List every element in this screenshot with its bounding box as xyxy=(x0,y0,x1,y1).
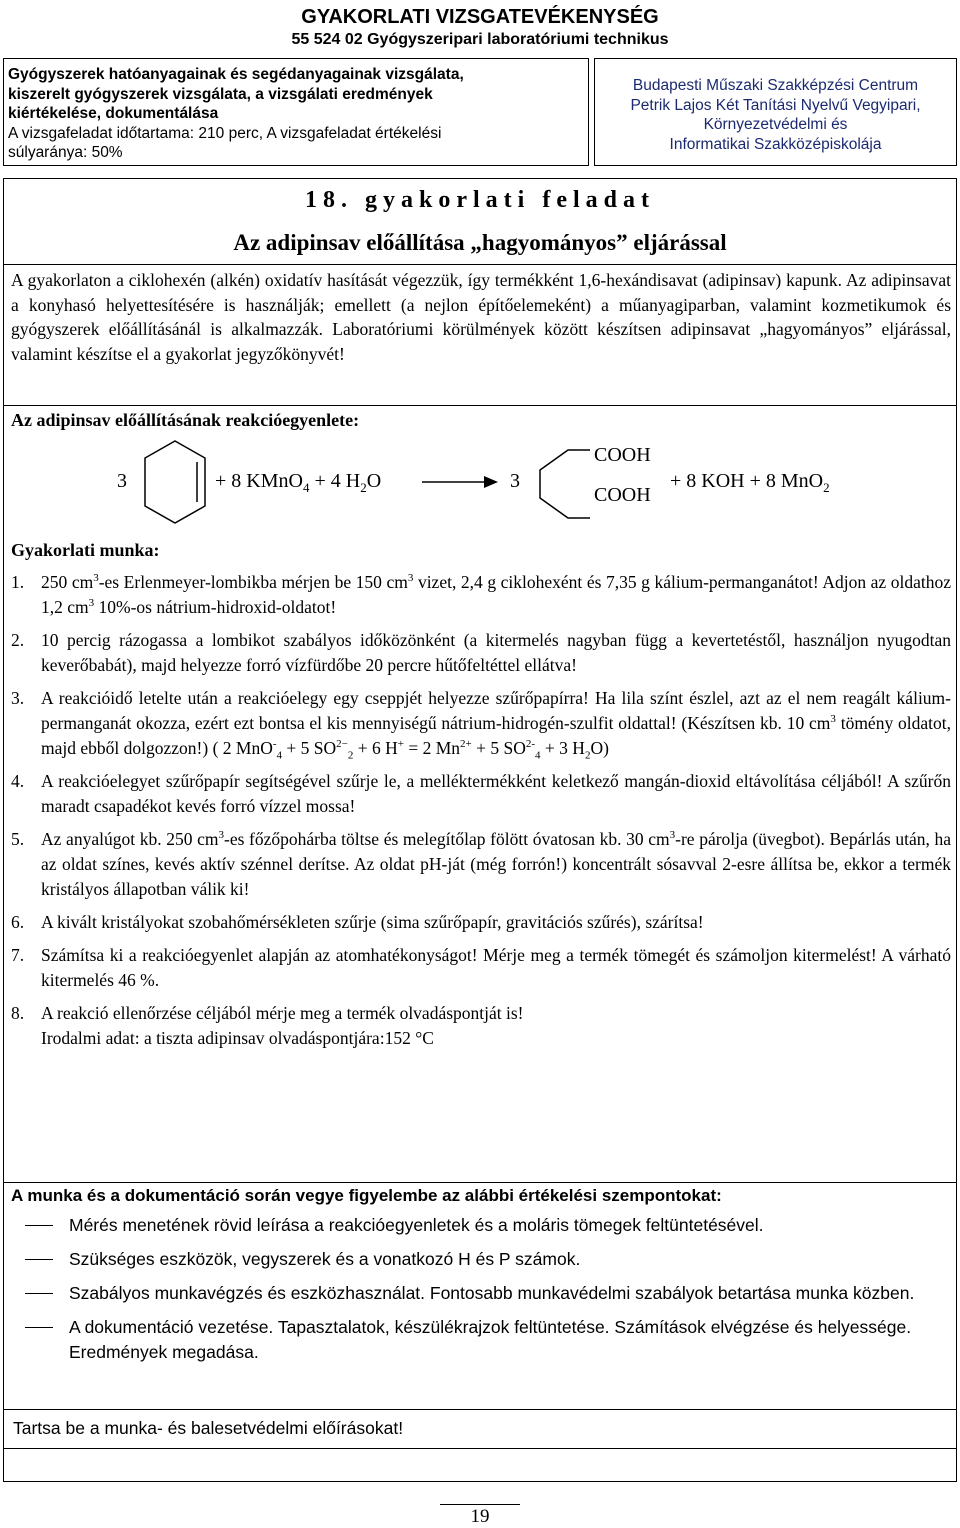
cyclohexene-structure xyxy=(140,438,210,528)
footer-rule xyxy=(440,1504,520,1505)
products-text: + 8 KOH + 8 MnO$_2$ xyxy=(670,470,830,495)
exam-info-line: Gyógyszerek hatóanyagainak és segédanyagainak vizsgálata, xyxy=(8,66,464,83)
reaction-equation xyxy=(0,430,960,530)
product-coefficient: 3 xyxy=(510,470,520,492)
intro-text: A gyakorlaton a ciklohexén (alkén) oxidatív hasítását végezzük, így termékként 1,6-hexándisavat (adipinsav) kapunk. Az adipinsavat a konyhasó helyettesítésére is használják; emellett (a nejlon építőelemeként) a műanyagiparban, valamint kozmetikumok és gyógyszerek előállításánál is alkalmazzák. Laboratóriumi körülmények között készítsen adipinsavat „hagyományos” eljárással, valamint készítse el a gyakorlat jegyzőkönyvét! xyxy=(11,270,951,364)
reagents-text: + 8 KMnO$_4$ + 4 $H_2O$ xyxy=(215,470,382,495)
divider xyxy=(3,264,957,265)
step-item: 5. Az anyalúgot kb. 250 $cm^3-es$ főzőpohárba töltse és melegítőlap fölött óvatosan kb. 30 $cm^3-re$ párolja (üvegbot). Bepárlás után, ha az oldat színes, kevés aktív szénnel derítse. Az oldat pH-ját (még forrón!) koncentrált sósavval 2-esre állítsa be, ekkor a termék kristályos állapotban válik ki! xyxy=(11,829,952,899)
task-title: Az adipinsav előállítása „hagyományos” eljárással xyxy=(233,230,727,255)
school-line: Környezetvédelmi és xyxy=(703,116,848,133)
task-number: 18. gyakorlati feladat xyxy=(305,187,655,213)
reaction-heading: Az adipinsav előállításának reakcióegyenlete: xyxy=(11,410,360,430)
step-item: 2. 10 percig rázogassa a lombikot szabályos időközönként (a kitermelés nagyban függ a kevertetéstől, használjon nyugodtan keverőbabát), majd helyezze forró vízfürdőbe 20 percre hűtőfeltéttel ellátva! xyxy=(11,630,951,675)
reactant-coefficient: 3 xyxy=(117,470,127,492)
exam-info-line: kiszerelt gyógyszerek vizsgálata, a vizsgálati eredmények xyxy=(8,85,433,103)
step-item: 6. A kivált kristályokat szobahőmérsékleten szűrje (sima szűrőpapír, gravitációs szűrés), szárítsa! xyxy=(11,912,704,932)
work-heading: Gyakorlati munka: xyxy=(11,540,160,560)
evaluation-list xyxy=(11,1213,951,1374)
evaluation-item: Szabályos munkavégzés és eszközhasználat. Fontosabb munkavédelmi szabályok betartása munka közben. xyxy=(11,1281,951,1306)
work-steps xyxy=(11,570,951,1059)
exam-info-box xyxy=(3,58,589,166)
evaluation-item: Szükséges eszközök, vegyszerek és a vonatkozó H és P számok. xyxy=(11,1247,951,1272)
exam-info-line: kiértékelése, dokumentálása xyxy=(8,105,219,122)
page-number: 19 xyxy=(470,1506,490,1527)
evaluation-item: A dokumentáció vezetése. Tapasztalatok, készülékrajzok feltüntetése. Számítások elvégzése és helyessége. Eredmények megadása. xyxy=(11,1315,951,1365)
school-line: Petrik Lajos Két Tanítási Nyelvű Vegyipari, xyxy=(630,96,921,114)
divider xyxy=(3,405,957,406)
divider xyxy=(3,1182,957,1183)
evaluation-heading: A munka és a dokumentáció során vegye figyelembe az alábbi értékelési szempontokat: xyxy=(11,1186,722,1205)
school-line: Budapesti Műszaki Szakképzési Centrum xyxy=(632,77,919,94)
step-item: 8. A reakció ellenőrzése céljából mérje meg a termék olvadáspontját is! Irodalmi adat: a tiszta adipinsav olvadáspontjára:152 °C xyxy=(11,1003,524,1048)
step-item: 7. Számítsa ki a reakcióegyenlet alapján az atomhatékonyságot! Mérje meg a termék tömegét és számoljon kitermelést! A várható kitermelés 46 %. xyxy=(11,945,951,990)
evaluation-item: Mérés menetének rövid leírása a reakcióegyenletek és a moláris tömegek feltüntetésével. xyxy=(11,1213,951,1238)
safety-note: Tartsa be a munka- és balesetvédelmi előírásokat! xyxy=(3,1409,957,1449)
school-info-box xyxy=(594,58,957,166)
ion-equation: ( 2 MnO-$_4$ + 5 $SO^{2-}_2 + 6$ H+ = 2 $Mn^{2+} + 5$ $SO^{2-}_4 + 3$ $H_2O$) xyxy=(212,738,609,762)
reaction-arrow xyxy=(420,470,500,490)
step-item: 1. 250 $cm^3-es$ Erlenmeyer-lombikba mérjen be 150 $cm^3$ vizet, 2,4 g ciklohexént és 7,35 g kálium-permanganátot! Adjon az oldathoz 1,2 $cm^3$ 10%-os nátrium-hidroxid-oldatot! xyxy=(11,572,952,617)
page-subtitle: 55 524 02 Gyógyszeripari laboratóriumi technikus xyxy=(291,31,669,48)
adipic-acid-structure xyxy=(530,440,600,530)
cooh-bottom: COOH xyxy=(594,484,651,506)
cooh-top: COOH xyxy=(594,444,651,466)
step-item: 4. A reakcióelegyet szűrőpapír segítségével szűrje le, a melléktermékként keletkező mangán-dioxid eltávolítása céljából! A szűrőn maradt csapadékot kevés forró vízzel mossa! xyxy=(11,771,951,816)
school-line: Informatikai Szakközépiskolája xyxy=(669,135,882,153)
exam-info-line: súlyaránya: 50% xyxy=(8,144,123,161)
page-title: GYAKORLATI VIZSGATEVÉKENYSÉG xyxy=(301,6,659,28)
exam-info-line: A vizsgafeladat időtartama: 210 perc, A vizsgafeladat értékelési xyxy=(8,124,442,142)
step-item: 3. A reakcióidő letelte után a reakcióelegy egy cseppjét helyezze szűrőpapírra! Ha lila színt észlel, azt az el nem reagált kálium-permanganát okozza, ezért ezt bontsa el kis mennyiségű nátrium-hidrogén-szulfit oldattal! (Készítsen kb. 10 $cm^3$ tömény oldatot, majd ebből dolgozzon!) ( 2 MnO-$_4$ + 5 $SO^{2-}_2 + 6$ H+ = 2 $Mn^{2+} + 5$ $SO^{2-}_4 + 3$ $H_2O$) xyxy=(11,688,951,762)
